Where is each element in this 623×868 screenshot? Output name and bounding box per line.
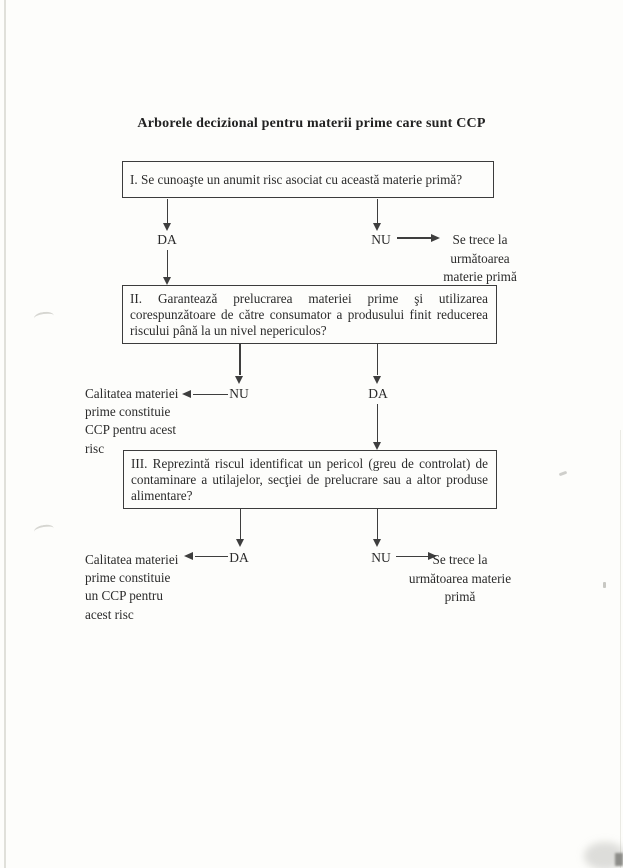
outcome-ccp-2 bbox=[85, 551, 197, 624]
arrowhead-down-icon bbox=[373, 223, 381, 231]
decision-box-3-text: III. Reprezintă riscul identificat un pericol (greu de controlat) de contaminare a utilajelor, secţiei de prelucrare sau a altor produse alimentare? bbox=[131, 456, 488, 503]
decision-box-2 bbox=[122, 285, 497, 344]
outcome-line: Calitatea materiei bbox=[85, 552, 179, 567]
connector-q2-yes-lower bbox=[377, 404, 379, 442]
branch-label-q2-no: NU bbox=[229, 386, 249, 401]
arrowhead-down-icon bbox=[163, 223, 171, 231]
outcome-line: următoarea bbox=[450, 250, 510, 266]
connector-q2-no bbox=[239, 344, 241, 375]
outcome-line: CCP pentru acest bbox=[85, 422, 177, 438]
outcome-line: acest risc bbox=[85, 606, 134, 622]
branch-label-q3-yes: DA bbox=[229, 550, 249, 565]
arrowhead-down-icon bbox=[373, 539, 381, 547]
decision-box-1 bbox=[122, 161, 494, 198]
branch-label-q3-no: NU bbox=[371, 550, 391, 565]
connector-q3-yes-horizontal bbox=[195, 556, 228, 558]
page-title: Arborele decizional pentru materii prime care sunt CCP bbox=[137, 116, 486, 131]
arrowhead-down-icon bbox=[373, 376, 381, 384]
arrowhead-down-icon bbox=[373, 442, 381, 450]
outcome-line: Calitatea materiei bbox=[85, 386, 179, 401]
decision-box-2-text: II. Garantează prelucrarea materiei prime şi utilizarea corespunzătoare de către consumator a produsului finit reducerea riscului până la un nivel nepericulos? bbox=[130, 291, 488, 338]
connector-q1-no-horizontal bbox=[397, 237, 431, 239]
connector-q1-yes-upper bbox=[167, 199, 169, 223]
outcome-line: risc bbox=[85, 440, 105, 456]
scan-speck bbox=[559, 471, 568, 477]
arrowhead-down-icon bbox=[236, 539, 244, 547]
decision-box-1-text: I. Se cunoaşte un anumit risc asociat cu această materie primă? bbox=[130, 171, 463, 187]
outcome-line: Se trece la bbox=[432, 552, 488, 567]
connector-q1-no bbox=[377, 199, 379, 223]
scan-smudge bbox=[33, 523, 54, 536]
connector-q1-yes-lower bbox=[167, 250, 169, 277]
scan-speck bbox=[603, 582, 606, 588]
outcome-next-material-1 bbox=[428, 231, 532, 287]
scan-smudge bbox=[33, 311, 54, 324]
outcome-next-material-2 bbox=[396, 551, 524, 607]
arrowhead-down-icon bbox=[163, 277, 171, 285]
branch-label-q1-yes: DA bbox=[157, 232, 177, 247]
outcome-line: prime constituie bbox=[85, 570, 171, 586]
outcome-line: prime constituie bbox=[85, 404, 171, 420]
connector-q3-no bbox=[377, 509, 379, 539]
connector-q3-yes bbox=[240, 509, 242, 539]
outcome-line: un CCP pentru bbox=[85, 588, 163, 604]
arrowhead-down-icon bbox=[235, 376, 243, 384]
outcome-line: materie primă bbox=[443, 269, 517, 284]
outcome-line: primă bbox=[444, 589, 476, 604]
connector-q2-no-horizontal bbox=[193, 394, 228, 396]
scan-corner-mark bbox=[615, 853, 623, 866]
scan-edge-right bbox=[620, 430, 622, 868]
connector-q2-yes-upper bbox=[377, 344, 379, 375]
decision-box-3 bbox=[123, 450, 497, 509]
branch-label-q2-yes: DA bbox=[368, 386, 388, 401]
outcome-line: Se trece la bbox=[452, 232, 508, 247]
outcome-ccp-1 bbox=[85, 385, 197, 458]
branch-label-q1-no: NU bbox=[371, 232, 391, 247]
outcome-line: următoarea materie bbox=[408, 570, 512, 586]
